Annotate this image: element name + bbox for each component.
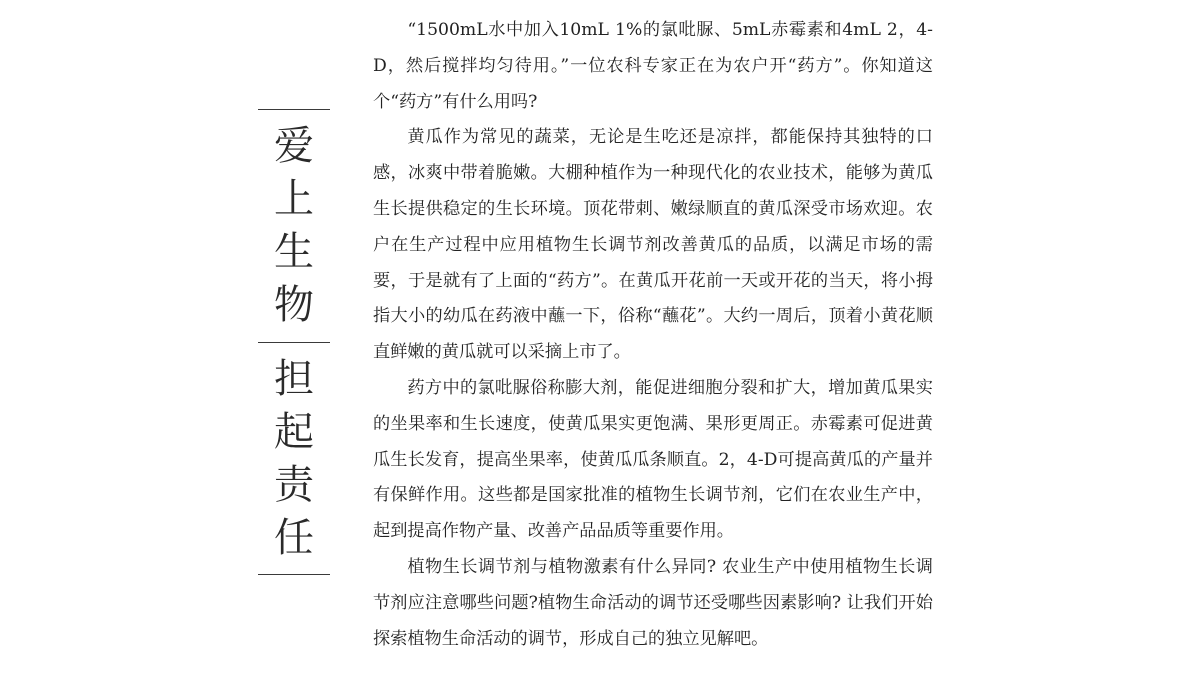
article-paragraph: 植物生长调节剂与植物激素有什么异同? 农业生产中使用植物生长调节剂应注意哪些问题?植物生命活动的调节还受哪些因素影响? 让我们开始探索植物生命活动的调节，形成自己的独立见解吧。 (373, 556, 933, 649)
title-char: 物 (274, 282, 314, 328)
article-body (373, 13, 933, 657)
title-char: 起 (274, 409, 314, 455)
title-rule-bottom (258, 574, 330, 575)
title-char: 责 (274, 462, 314, 508)
section-title-block (258, 109, 330, 575)
section-title-love-biology (258, 110, 330, 342)
title-char: 爱 (274, 123, 314, 169)
article-paragraph: 黄瓜作为常见的蔬菜，无论是生吃还是凉拌，都能保持其独特的口感，冰爽中带着脆嫩。大棚种植作为一种现代化的农业技术，能够为黄瓜生长提供稳定的生长环境。顶花带刺、嫩绿顺直的黄瓜深受市场欢迎。农户在生产过程中应用植物生长调节剂改善黄瓜的品质，以满足市场的需要，于是就有了上面的“药方”。在黄瓜开花前一天或开花的当天，将小拇指大小的幼瓜在药液中蘸一下，俗称“蘸花”。大约一周后，顶着小黄花顺直鲜嫩的黄瓜就可以采摘上市了。 (373, 127, 933, 363)
title-char: 上 (274, 176, 314, 222)
title-char: 任 (274, 515, 314, 561)
title-char: 生 (274, 229, 314, 275)
article-paragraph: 药方中的氯吡脲俗称膨大剂，能促进细胞分裂和扩大，增加黄瓜果实的坐果率和生长速度，使黄瓜果实更饱满、果形更周正。赤霉素可促进黄瓜生长发育，提高坐果率，使黄瓜瓜条顺直。2，4-D可提高黄瓜的产量并有保鲜作用。这些都是国家批准的植物生长调节剂，它们在农业生产中，起到提高作物产量、改善产品品质等重要作用。 (373, 377, 933, 542)
title-char: 担 (274, 356, 314, 402)
article-paragraph: “1500mL水中加入10mL 1%的氯吡脲、5mL赤霉素和4mL 2，4-D，然后搅拌均匀待用。”一位农科专家正在为农户开“药方”。你知道这个“药方”有什么用吗? (373, 20, 933, 112)
section-title-take-responsibility (258, 343, 330, 574)
